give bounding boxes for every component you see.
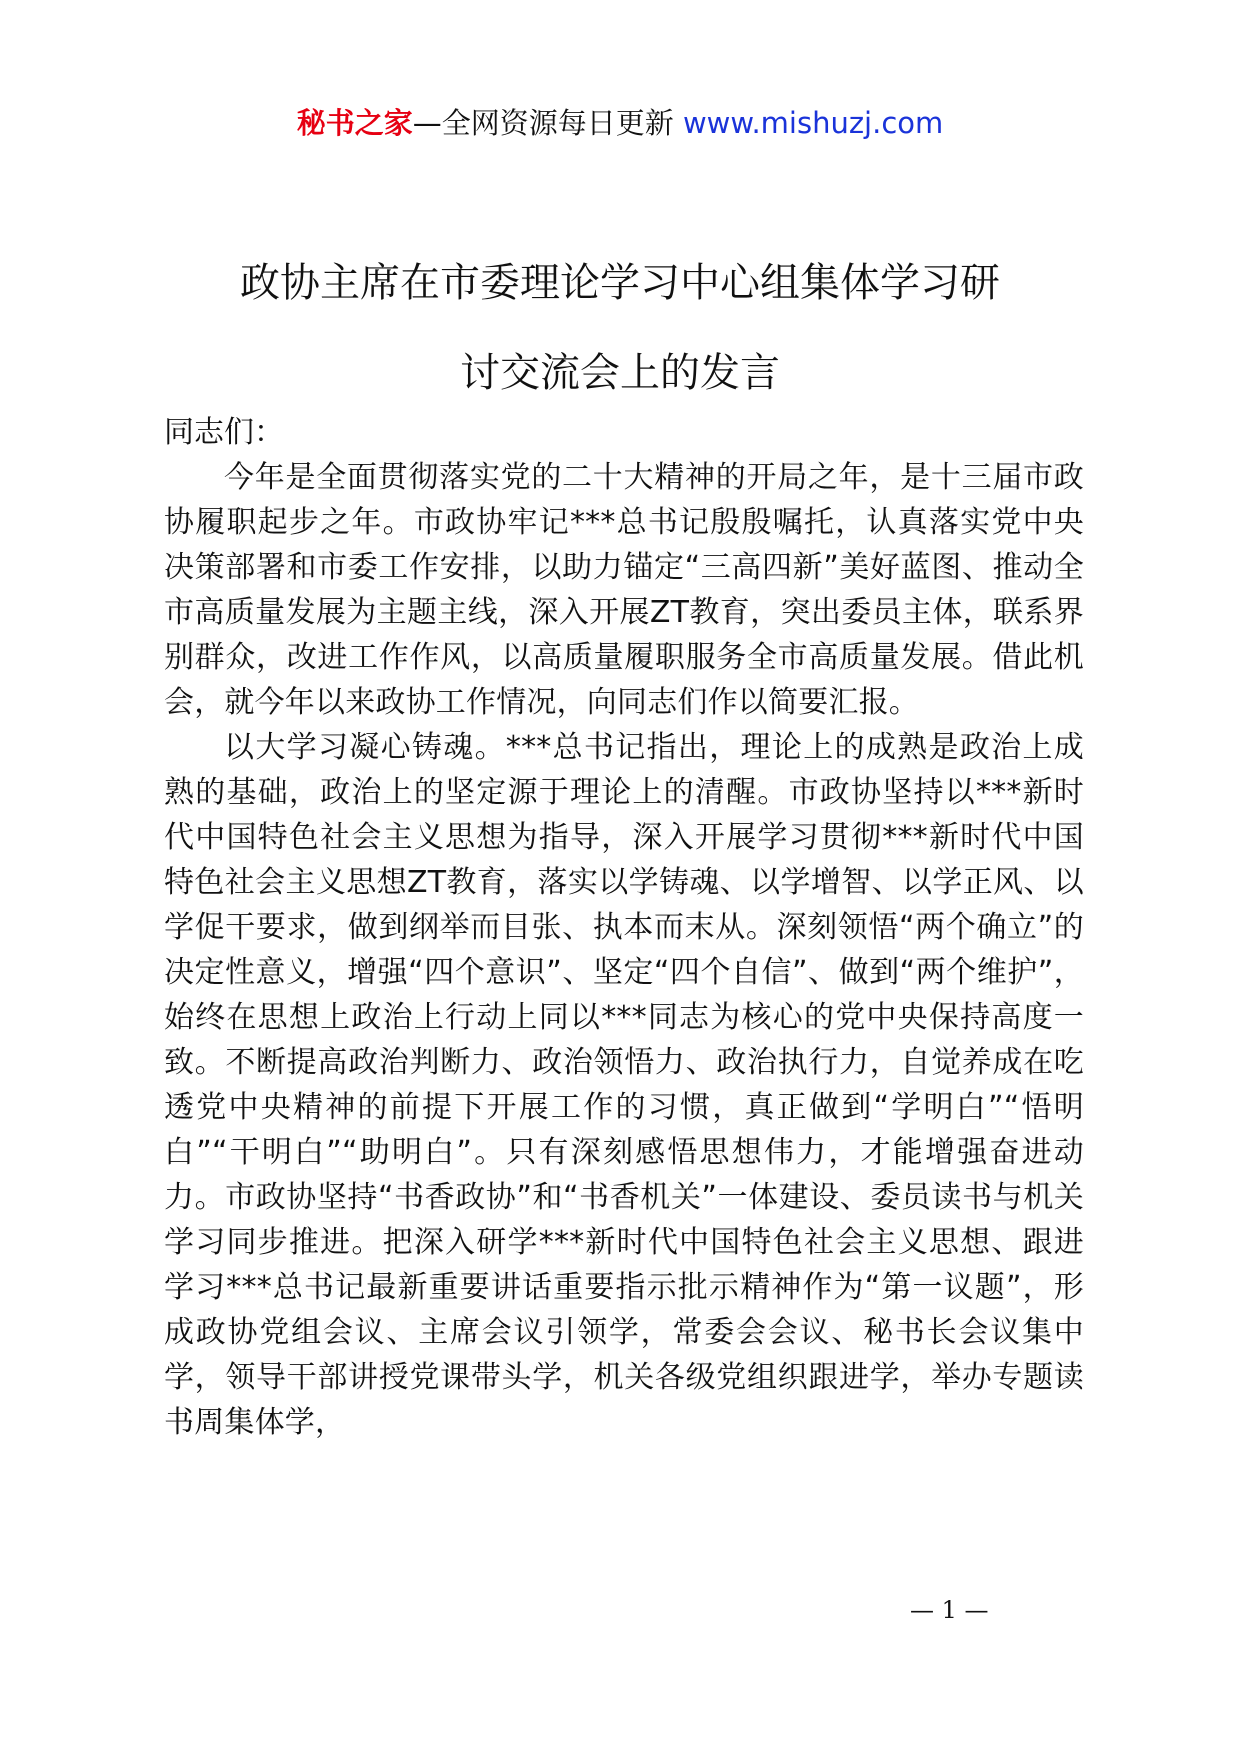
paragraph-1: 今年是全面贯彻落实党的二十大精神的开局之年，是十三届市政协履职起步之年。市政协牢记***总书记殷殷嘱托，认真落实党中央决策部署和市委工作安排，以助力锚定“三高四新”美好蓝图、推动全市高质量发展为主题主线，深入开展ZT教育，突出委员主体，联系界别群众，改进工作作风，以高质量履职服务全市高质量发展。借此机会，就今年以来政协工作情况，向同志们作以简要汇报。 — [164, 460, 1084, 720]
header-tagline: 全网资源每日更新 — [441, 106, 683, 140]
brand-name: 秘书之家 — [296, 106, 413, 140]
site-header — [0, 100, 1240, 146]
salutation: 同志们： — [164, 415, 284, 450]
document-title — [0, 238, 1240, 418]
paragraph-2: 以大学习凝心铸魂。***总书记指出，理论上的成熟是政治上成熟的基础，政治上的坚定源于理论上的清醒。市政协坚持以***新时代中国特色社会主义思想为指导，深入开展学习贯彻***新时代中国特色社会主义思想ZT教育，落实以学铸魂、以学增智、以学正风、以学促干要求，做到纲举而目张、执本而末从。深刻领悟“两个确立”的决定性意义，增强“四个意识”、坚定“四个自信”、做到“两个维护”，始终在思想上政治上行动上同以***同志为核心的党中央保持高度一致。不断提高政治判断力、政治领悟力、政治执行力，自觉养成在吃透党中央精神的前提下开展工作的习惯，真正做到“学明白”“悟明白”“干明白”“助明白”。只有深刻感悟思想伟力，才能增强奋进动力。市政协坚持“书香政协”和“书香机关”一体建设、委员读书与机关学习同步推进。把深入研学***新时代中国特色社会主义思想、跟进学习***总书记最新重要讲话重要指示批示精神作为“第一议题”，形成政协党组会议、主席会议引领学，常委会会议、秘书长会议集中学，领导干部讲授党课带头学，机关各级党组织跟进学，举办专题读书周集体学， — [164, 730, 1084, 1440]
site-url-link[interactable]: www.mishuzj.com — [682, 106, 944, 140]
document-body — [164, 410, 1084, 1445]
header-separator: — — [412, 106, 442, 140]
title-line-1: 政协主席在市委理论学习中心组集体学习研 — [240, 260, 1000, 306]
page-number: — 1 — — [910, 1596, 989, 1624]
title-line-2: 讨交流会上的发言 — [460, 350, 780, 396]
